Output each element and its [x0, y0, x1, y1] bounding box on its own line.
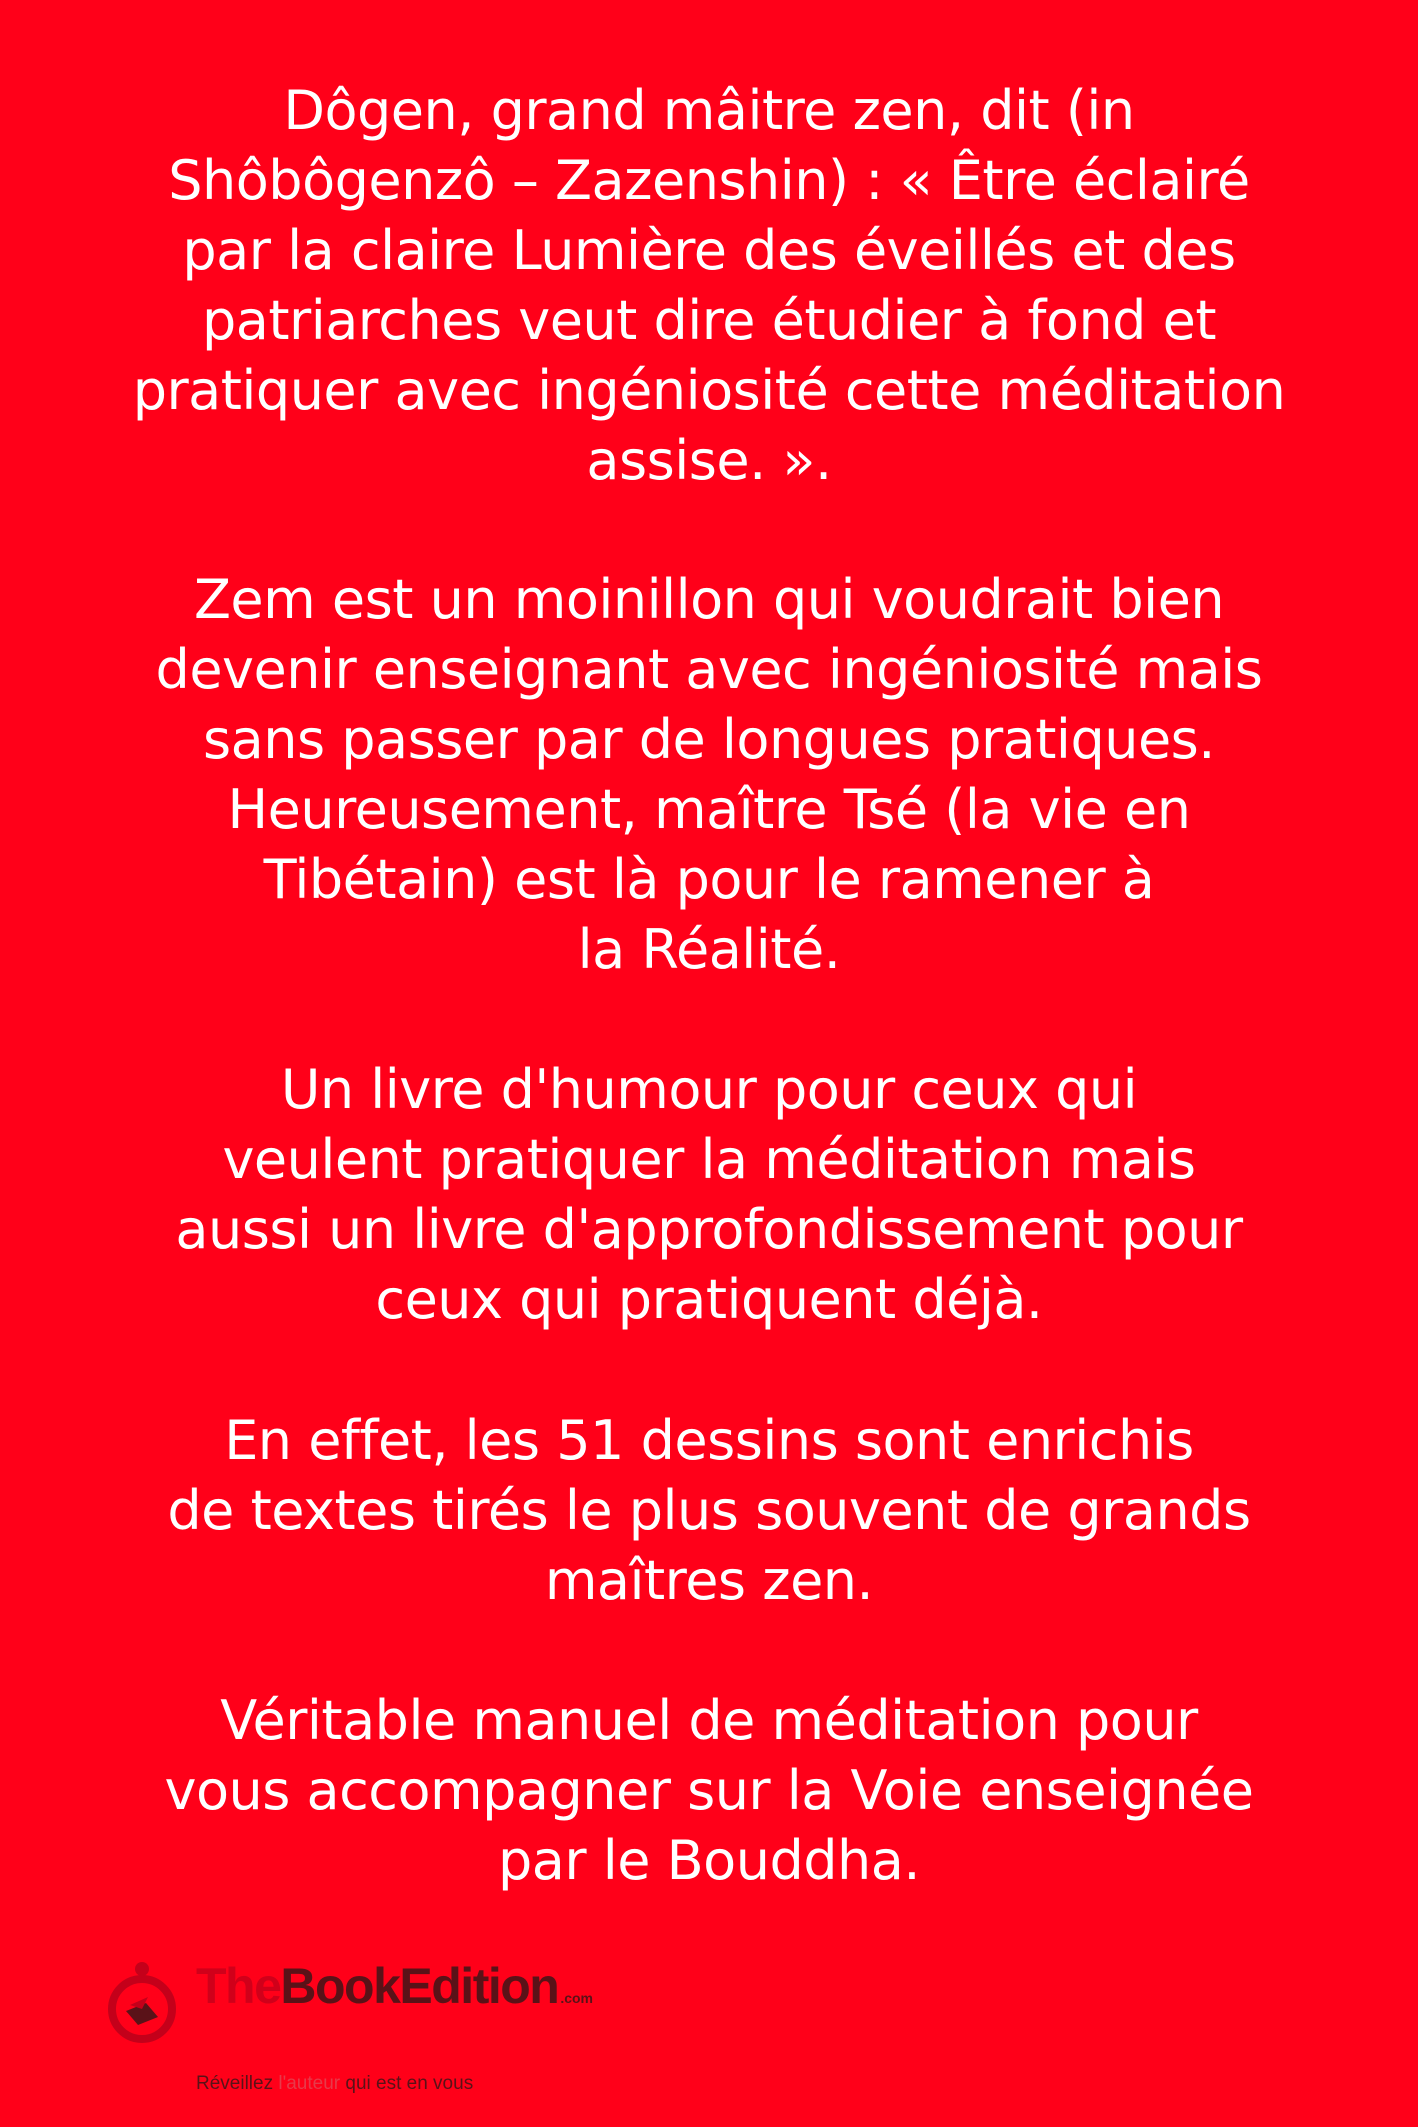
text-line: Shôbôgenzô – Zazenshin) : « Être éclairé — [168, 149, 1250, 212]
text-line: ceux qui pratiquent déjà. — [375, 1268, 1043, 1331]
publisher-name-bookedition: BookEdition — [280, 1958, 559, 2014]
text-line: Véritable manuel de méditation pour — [220, 1689, 1198, 1752]
text-line: Dôgen, grand mâitre zen, dit (in — [283, 79, 1135, 142]
text-line: pratiquer avec ingéniosité cette méditation — [132, 359, 1286, 422]
tagline-part: qui est en vous — [345, 2073, 474, 2094]
text-line: assise. ». — [586, 429, 832, 492]
text-line: la Réalité. — [577, 918, 841, 981]
publisher-name-the: The — [196, 1958, 281, 2014]
tagline-part: l'auteur — [278, 2073, 341, 2094]
text-line: veulent pratiquer la méditation mais — [222, 1128, 1196, 1191]
text-line: Un livre d'humour pour ceux qui — [280, 1058, 1138, 1121]
text-line: devenir enseignant avec ingéniosité mais — [155, 638, 1263, 701]
publisher-domain-suffix: .com — [560, 1990, 594, 2006]
publisher-logo — [96, 1955, 696, 2065]
publisher-tagline — [196, 2073, 473, 2095]
tagline-part: Réveillez — [196, 2073, 274, 2094]
paragraph-humour-book — [0, 1055, 1418, 1335]
paragraph-manual — [0, 1686, 1418, 1896]
publisher-emblem-icon — [96, 1955, 186, 2045]
paragraph-zem-intro — [0, 565, 1418, 985]
text-line: sans passer par de longues pratiques. — [203, 708, 1215, 771]
text-line: Zem est un moinillon qui voudrait bien — [193, 568, 1225, 631]
text-line: En effet, les 51 dessins sont enrichis — [224, 1409, 1194, 1472]
paragraph-dogen-quote — [0, 76, 1418, 496]
text-line: aussi un livre d'approfondissement pour — [175, 1198, 1243, 1261]
text-line: patriarches veut dire étudier à fond et — [201, 289, 1217, 352]
text-line: par la claire Lumière des éveillés et des — [182, 219, 1236, 282]
text-line: Heureusement, maître Tsé (la vie en — [227, 778, 1191, 841]
text-line: vous accompagner sur la Voie enseignée — [164, 1759, 1254, 1822]
publisher-name — [196, 1957, 593, 2015]
text-line: Tibétain) est là pour le ramener à — [263, 848, 1155, 911]
text-line: de textes tirés le plus souvent de grands — [167, 1479, 1251, 1542]
paragraph-drawings — [0, 1406, 1418, 1616]
text-line: maîtres zen. — [544, 1549, 874, 1612]
text-line: par le Bouddha. — [498, 1829, 920, 1892]
